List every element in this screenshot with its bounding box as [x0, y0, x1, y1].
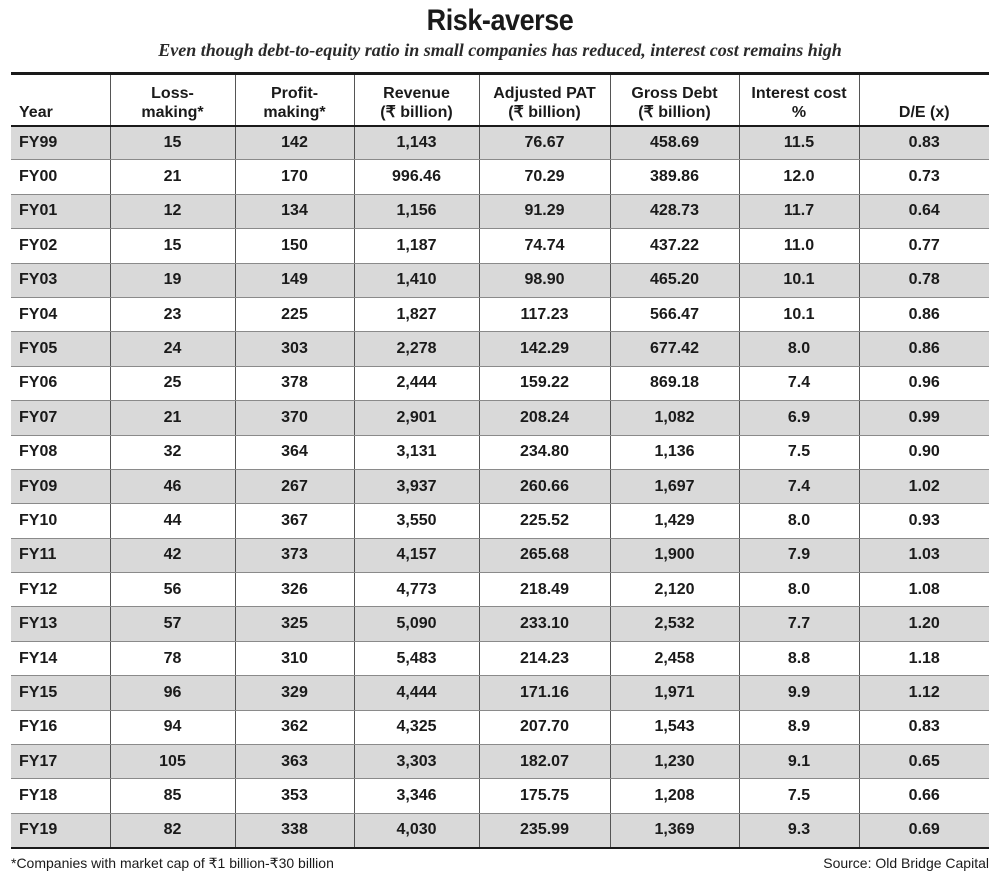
value-cell: 373: [235, 538, 354, 572]
value-cell: 303: [235, 332, 354, 366]
value-cell: 0.69: [859, 813, 989, 847]
value-cell: 7.5: [739, 779, 859, 813]
value-cell: 76.67: [479, 126, 610, 160]
year-cell: FY14: [11, 641, 110, 675]
column-header: [610, 74, 739, 126]
table-row: [11, 813, 989, 847]
value-cell: 234.80: [479, 435, 610, 469]
value-cell: 9.3: [739, 813, 859, 847]
column-header: [354, 74, 479, 126]
value-cell: 208.24: [479, 401, 610, 435]
value-cell: 0.83: [859, 710, 989, 744]
value-cell: 1,900: [610, 538, 739, 572]
year-cell: FY01: [11, 194, 110, 228]
year-cell: FY19: [11, 813, 110, 847]
value-cell: 12: [110, 194, 235, 228]
year-cell: FY17: [11, 745, 110, 779]
value-cell: 378: [235, 366, 354, 400]
value-cell: 2,444: [354, 366, 479, 400]
table-body: [11, 126, 989, 848]
value-cell: 233.10: [479, 607, 610, 641]
value-cell: 42: [110, 538, 235, 572]
value-cell: 0.86: [859, 297, 989, 331]
value-cell: 338: [235, 813, 354, 847]
value-cell: 182.07: [479, 745, 610, 779]
value-cell: 0.66: [859, 779, 989, 813]
value-cell: 367: [235, 504, 354, 538]
year-cell: FY02: [11, 229, 110, 263]
value-cell: 4,157: [354, 538, 479, 572]
column-header: [110, 74, 235, 126]
value-cell: 218.49: [479, 573, 610, 607]
value-cell: 677.42: [610, 332, 739, 366]
year-cell: FY03: [11, 263, 110, 297]
value-cell: 1,208: [610, 779, 739, 813]
table-row: [11, 779, 989, 813]
value-cell: 566.47: [610, 297, 739, 331]
table-row: [11, 607, 989, 641]
value-cell: 0.93: [859, 504, 989, 538]
value-cell: 1,543: [610, 710, 739, 744]
value-cell: 98.90: [479, 263, 610, 297]
column-header-line: making*: [263, 103, 326, 121]
value-cell: 70.29: [479, 160, 610, 194]
value-cell: 260.66: [479, 469, 610, 503]
value-cell: 175.75: [479, 779, 610, 813]
column-header-line: Gross Debt: [631, 84, 718, 102]
value-cell: 4,773: [354, 573, 479, 607]
value-cell: 7.4: [739, 366, 859, 400]
value-cell: 150: [235, 229, 354, 263]
value-cell: 105: [110, 745, 235, 779]
value-cell: 134: [235, 194, 354, 228]
value-cell: 11.7: [739, 194, 859, 228]
value-cell: 1,136: [610, 435, 739, 469]
year-cell: FY00: [11, 160, 110, 194]
value-cell: 267: [235, 469, 354, 503]
table-row: [11, 435, 989, 469]
value-cell: 25: [110, 366, 235, 400]
table-row: [11, 160, 989, 194]
value-cell: 9.9: [739, 676, 859, 710]
value-cell: 4,030: [354, 813, 479, 847]
value-cell: 8.0: [739, 504, 859, 538]
value-cell: 46: [110, 469, 235, 503]
value-cell: 1,187: [354, 229, 479, 263]
value-cell: 4,325: [354, 710, 479, 744]
year-cell: FY16: [11, 710, 110, 744]
value-cell: 265.68: [479, 538, 610, 572]
value-cell: 96: [110, 676, 235, 710]
year-cell: FY18: [11, 779, 110, 813]
value-cell: 85: [110, 779, 235, 813]
value-cell: 15: [110, 126, 235, 160]
value-cell: 4,444: [354, 676, 479, 710]
table-row: [11, 401, 989, 435]
value-cell: 437.22: [610, 229, 739, 263]
value-cell: 2,120: [610, 573, 739, 607]
value-cell: 170: [235, 160, 354, 194]
year-cell: FY09: [11, 469, 110, 503]
value-cell: 2,532: [610, 607, 739, 641]
value-cell: 329: [235, 676, 354, 710]
value-cell: 82: [110, 813, 235, 847]
column-header-line: (₹ billion): [508, 103, 581, 121]
chart-title: Risk-averse: [426, 4, 574, 37]
value-cell: 0.64: [859, 194, 989, 228]
footnote: *Companies with market cap of ₹1 billion-₹30 billion: [11, 855, 334, 871]
year-cell: FY99: [11, 126, 110, 160]
value-cell: 12.0: [739, 160, 859, 194]
value-cell: 2,278: [354, 332, 479, 366]
value-cell: 1.20: [859, 607, 989, 641]
value-cell: 1,230: [610, 745, 739, 779]
value-cell: 1,971: [610, 676, 739, 710]
value-cell: 5,483: [354, 641, 479, 675]
value-cell: 0.83: [859, 126, 989, 160]
value-cell: 0.77: [859, 229, 989, 263]
value-cell: 225.52: [479, 504, 610, 538]
value-cell: 458.69: [610, 126, 739, 160]
value-cell: 19: [110, 263, 235, 297]
value-cell: 2,901: [354, 401, 479, 435]
table-row: [11, 504, 989, 538]
value-cell: 32: [110, 435, 235, 469]
table-row: [11, 332, 989, 366]
column-header-line: %: [791, 103, 807, 121]
value-cell: 0.99: [859, 401, 989, 435]
value-cell: 3,346: [354, 779, 479, 813]
data-table: [11, 72, 989, 849]
table-row: [11, 538, 989, 572]
value-cell: 214.23: [479, 641, 610, 675]
year-cell: FY10: [11, 504, 110, 538]
value-cell: 11.0: [739, 229, 859, 263]
value-cell: 159.22: [479, 366, 610, 400]
value-cell: 225: [235, 297, 354, 331]
value-cell: 94: [110, 710, 235, 744]
value-cell: 149: [235, 263, 354, 297]
value-cell: 74.74: [479, 229, 610, 263]
year-cell: FY08: [11, 435, 110, 469]
column-header-line: Loss-: [151, 84, 194, 102]
value-cell: 21: [110, 401, 235, 435]
value-cell: 10.1: [739, 297, 859, 331]
value-cell: 3,937: [354, 469, 479, 503]
value-cell: 78: [110, 641, 235, 675]
value-cell: 0.65: [859, 745, 989, 779]
value-cell: 325: [235, 607, 354, 641]
value-cell: 428.73: [610, 194, 739, 228]
column-header-line: D/E (x): [898, 103, 950, 121]
value-cell: 1,369: [610, 813, 739, 847]
year-cell: FY13: [11, 607, 110, 641]
year-cell: FY11: [11, 538, 110, 572]
value-cell: 171.16: [479, 676, 610, 710]
value-cell: 0.86: [859, 332, 989, 366]
value-cell: 56: [110, 573, 235, 607]
table-row: [11, 573, 989, 607]
value-cell: 7.7: [739, 607, 859, 641]
value-cell: 8.0: [739, 332, 859, 366]
value-cell: 1,410: [354, 263, 479, 297]
column-header-line: Revenue: [383, 84, 450, 102]
value-cell: 8.9: [739, 710, 859, 744]
value-cell: 117.23: [479, 297, 610, 331]
table-row: [11, 469, 989, 503]
value-cell: 310: [235, 641, 354, 675]
column-header-line: Year: [19, 103, 53, 121]
table-row: [11, 297, 989, 331]
year-cell: FY07: [11, 401, 110, 435]
value-cell: 326: [235, 573, 354, 607]
value-cell: 3,550: [354, 504, 479, 538]
column-header-line: Adjusted PAT: [493, 84, 596, 102]
table-row: [11, 366, 989, 400]
source-note: Source: Old Bridge Capital: [823, 855, 989, 871]
year-cell: FY15: [11, 676, 110, 710]
table-row: [11, 710, 989, 744]
value-cell: 1.02: [859, 469, 989, 503]
column-header-line: making*: [141, 103, 204, 121]
value-cell: 7.4: [739, 469, 859, 503]
column-header-line: Profit-: [270, 84, 319, 102]
value-cell: 869.18: [610, 366, 739, 400]
value-cell: 353: [235, 779, 354, 813]
value-cell: 15: [110, 229, 235, 263]
value-cell: 44: [110, 504, 235, 538]
value-cell: 996.46: [354, 160, 479, 194]
table-row: [11, 229, 989, 263]
column-header: [479, 74, 610, 126]
value-cell: 9.1: [739, 745, 859, 779]
value-cell: 11.5: [739, 126, 859, 160]
year-cell: FY12: [11, 573, 110, 607]
value-cell: 207.70: [479, 710, 610, 744]
column-header: [739, 74, 859, 126]
value-cell: 8.0: [739, 573, 859, 607]
value-cell: 364: [235, 435, 354, 469]
chart-subtitle: Even though debt-to-equity ratio in small companies has reduced, interest cost remains high: [158, 40, 842, 60]
value-cell: 465.20: [610, 263, 739, 297]
column-header: [235, 74, 354, 126]
value-cell: 142.29: [479, 332, 610, 366]
value-cell: 1.03: [859, 538, 989, 572]
column-header-line: (₹ billion): [638, 103, 711, 121]
table-row: [11, 126, 989, 160]
year-cell: FY04: [11, 297, 110, 331]
column-header-line: (₹ billion): [380, 103, 453, 121]
value-cell: 8.8: [739, 641, 859, 675]
value-cell: 1.12: [859, 676, 989, 710]
year-cell: FY06: [11, 366, 110, 400]
column-header-line: Interest cost: [751, 84, 847, 102]
value-cell: 235.99: [479, 813, 610, 847]
value-cell: 7.9: [739, 538, 859, 572]
value-cell: 389.86: [610, 160, 739, 194]
value-cell: 2,458: [610, 641, 739, 675]
value-cell: 3,131: [354, 435, 479, 469]
value-cell: 1,697: [610, 469, 739, 503]
value-cell: 0.78: [859, 263, 989, 297]
table-row: [11, 194, 989, 228]
value-cell: 5,090: [354, 607, 479, 641]
column-header: [11, 74, 110, 126]
table-row: [11, 641, 989, 675]
column-header: [859, 74, 989, 126]
value-cell: 1.08: [859, 573, 989, 607]
value-cell: 6.9: [739, 401, 859, 435]
value-cell: 10.1: [739, 263, 859, 297]
value-cell: 1,082: [610, 401, 739, 435]
value-cell: 363: [235, 745, 354, 779]
value-cell: 142: [235, 126, 354, 160]
value-cell: 0.90: [859, 435, 989, 469]
value-cell: 7.5: [739, 435, 859, 469]
value-cell: 24: [110, 332, 235, 366]
data-table-container: [11, 72, 989, 849]
value-cell: 3,303: [354, 745, 479, 779]
table-row: [11, 263, 989, 297]
value-cell: 1,429: [610, 504, 739, 538]
table-header-row: [11, 74, 989, 126]
value-cell: 1,143: [354, 126, 479, 160]
value-cell: 362: [235, 710, 354, 744]
value-cell: 23: [110, 297, 235, 331]
value-cell: 1,827: [354, 297, 479, 331]
value-cell: 1,156: [354, 194, 479, 228]
value-cell: 0.96: [859, 366, 989, 400]
value-cell: 57: [110, 607, 235, 641]
value-cell: 1.18: [859, 641, 989, 675]
table-row: [11, 676, 989, 710]
value-cell: 91.29: [479, 194, 610, 228]
value-cell: 21: [110, 160, 235, 194]
value-cell: 370: [235, 401, 354, 435]
year-cell: FY05: [11, 332, 110, 366]
value-cell: 0.73: [859, 160, 989, 194]
table-row: [11, 745, 989, 779]
